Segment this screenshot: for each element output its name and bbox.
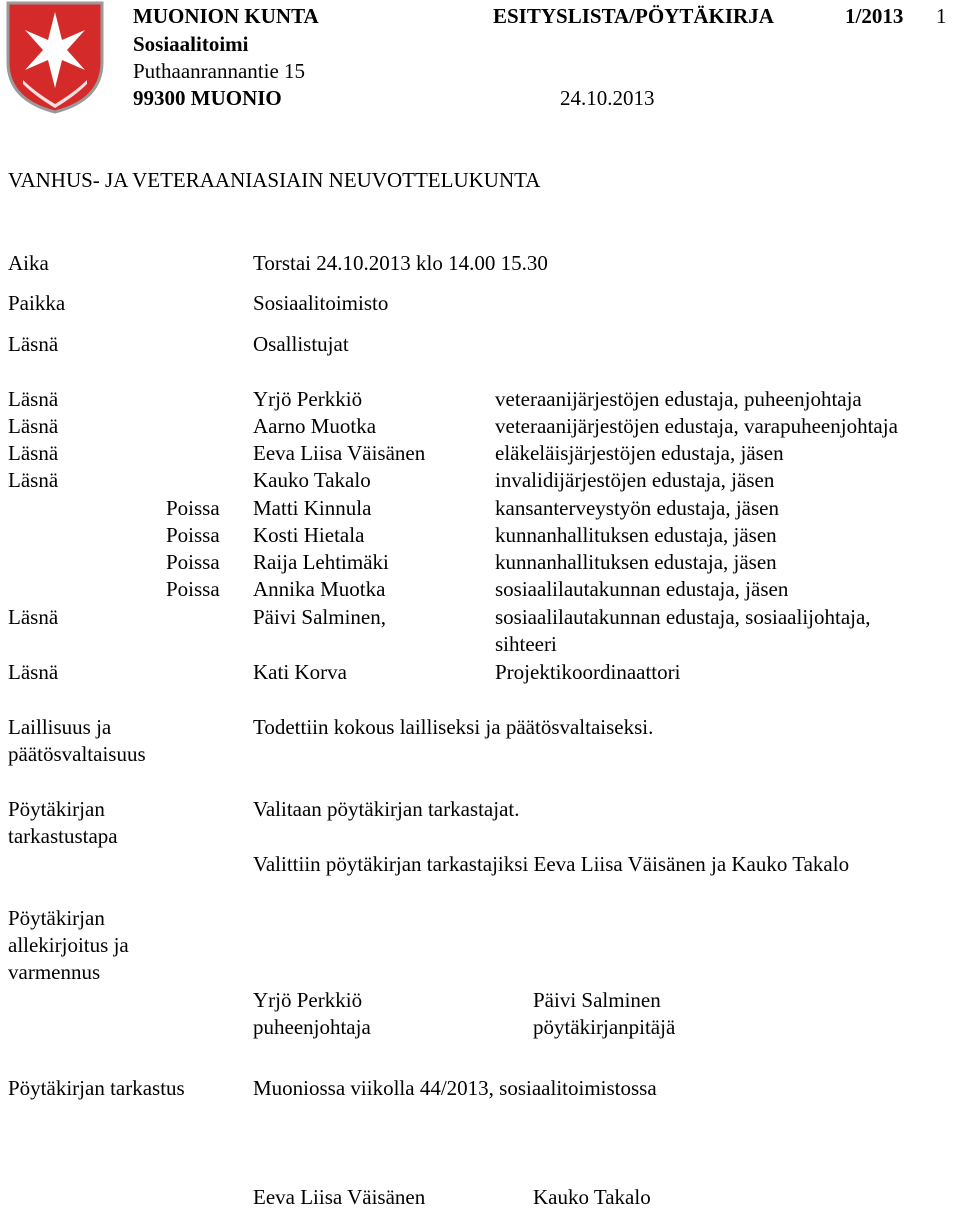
attendee-name: Eeva Liisa Väisänen: [253, 441, 426, 465]
document-number: 1/2013: [845, 4, 904, 28]
review-method-label: Pöytäkirjan: [8, 797, 105, 821]
review-method-text: Valitaan pöytäkirjan tarkastajat.: [253, 797, 520, 821]
attendee-name: Annika Muotka: [253, 577, 386, 601]
meta-value-time: Torstai 24.10.2013 klo 14.00 15.30: [253, 251, 548, 275]
attendee-name: Yrjö Perkkiö: [253, 387, 363, 411]
legality-label-2: päätösvaltaisuus: [8, 742, 146, 766]
review-text: Muoniossa viikolla 44/2013, sosiaalitoimistossa: [253, 1076, 657, 1100]
attendee-role: veteraanijärjestöjen edustaja, puheenjohtaja: [495, 387, 862, 411]
attendee-status: Läsnä: [8, 387, 59, 411]
attendee-name: Kauko Takalo: [253, 468, 371, 492]
attendee-status: Läsnä: [8, 441, 59, 465]
page-number: 1: [936, 4, 947, 28]
attendee-name: Raija Lehtimäki: [253, 550, 389, 574]
reviewer-2-name: Kauko Takalo: [533, 1185, 651, 1209]
attendee-role: veteraanijärjestöjen edustaja, varapuheenjohtaja: [495, 414, 898, 438]
legality-text: Todettiin kokous lailliseksi ja päätösvaltaiseksi.: [253, 715, 654, 739]
attendee-name: Kati Korva: [253, 660, 347, 684]
signer-1-role: puheenjohtaja: [253, 1015, 371, 1039]
signing-label-3: varmennus: [8, 960, 101, 984]
department-name: Sosiaalitoimi: [133, 32, 249, 56]
signing-label: Pöytäkirjan: [8, 906, 105, 930]
attendee-role: kunnanhallituksen edustaja, jäsen: [495, 550, 777, 574]
attendee-status: Läsnä: [8, 468, 59, 492]
document-type: ESITYSLISTA/PÖYTÄKIRJA: [493, 4, 774, 28]
attendee-status: Läsnä: [8, 660, 59, 684]
attendee-role: kunnanhallituksen edustaja, jäsen: [495, 523, 777, 547]
meta-label-time: Aika: [8, 251, 49, 275]
review-method-label-2: tarkastustapa: [8, 824, 118, 848]
attendee-absent: Poissa: [166, 523, 220, 547]
signing-label-2: allekirjoitus ja: [8, 933, 129, 957]
meta-value-participants: Osallistujat: [253, 332, 349, 356]
committee-title: VANHUS- JA VETERAANIASIAIN NEUVOTTELUKUNTA: [8, 168, 541, 192]
attendee-absent: Poissa: [166, 550, 220, 574]
attendee-role: kansanterveystyön edustaja, jäsen: [495, 496, 779, 520]
attendee-status: Läsnä: [8, 414, 59, 438]
street-address: Puthaanrannantie 15: [133, 59, 306, 83]
signer-1-name: Yrjö Perkkiö: [253, 988, 363, 1012]
attendee-name: Matti Kinnula: [253, 496, 372, 520]
attendee-name: Kosti Hietala: [253, 523, 365, 547]
attendee-status: Läsnä: [8, 605, 59, 629]
attendee-role: invalidijärjestöjen edustaja, jäsen: [495, 468, 775, 492]
signer-2-role: pöytäkirjanpitäjä: [533, 1015, 676, 1039]
document-date: 24.10.2013: [560, 86, 655, 110]
signer-2-name: Päivi Salminen: [533, 988, 661, 1012]
attendee-role: eläkeläisjärjestöjen edustaja, jäsen: [495, 441, 784, 465]
attendee-role: sosiaalilautakunnan edustaja, jäsen: [495, 577, 789, 601]
review-label: Pöytäkirjan tarkastus: [8, 1076, 185, 1100]
municipality-name: MUONION KUNTA: [133, 4, 319, 28]
meta-value-place: Sosiaalitoimisto: [253, 291, 389, 315]
attendee-role-continuation: sihteeri: [495, 632, 557, 656]
postal-address: 99300 MUONIO: [133, 86, 282, 110]
meta-label-present: Läsnä: [8, 332, 59, 356]
reviewer-1-name: Eeva Liisa Väisänen: [253, 1185, 426, 1209]
review-method-result: Valittiin pöytäkirjan tarkastajiksi Eeva Liisa Väisänen ja Kauko Takalo: [253, 852, 850, 876]
meta-label-place: Paikka: [8, 291, 66, 315]
attendee-role: sosiaalilautakunnan edustaja, sosiaalijohtaja,: [495, 605, 871, 629]
attendee-name: Päivi Salminen,: [253, 605, 386, 629]
attendee-name: Aarno Muotka: [253, 414, 377, 438]
coat-of-arms-logo: [5, 0, 105, 115]
attendee-role: Projektikoordinaattori: [495, 660, 681, 684]
legality-label: Laillisuus ja: [8, 715, 112, 739]
attendee-absent: Poissa: [166, 496, 220, 520]
attendee-absent: Poissa: [166, 577, 220, 601]
